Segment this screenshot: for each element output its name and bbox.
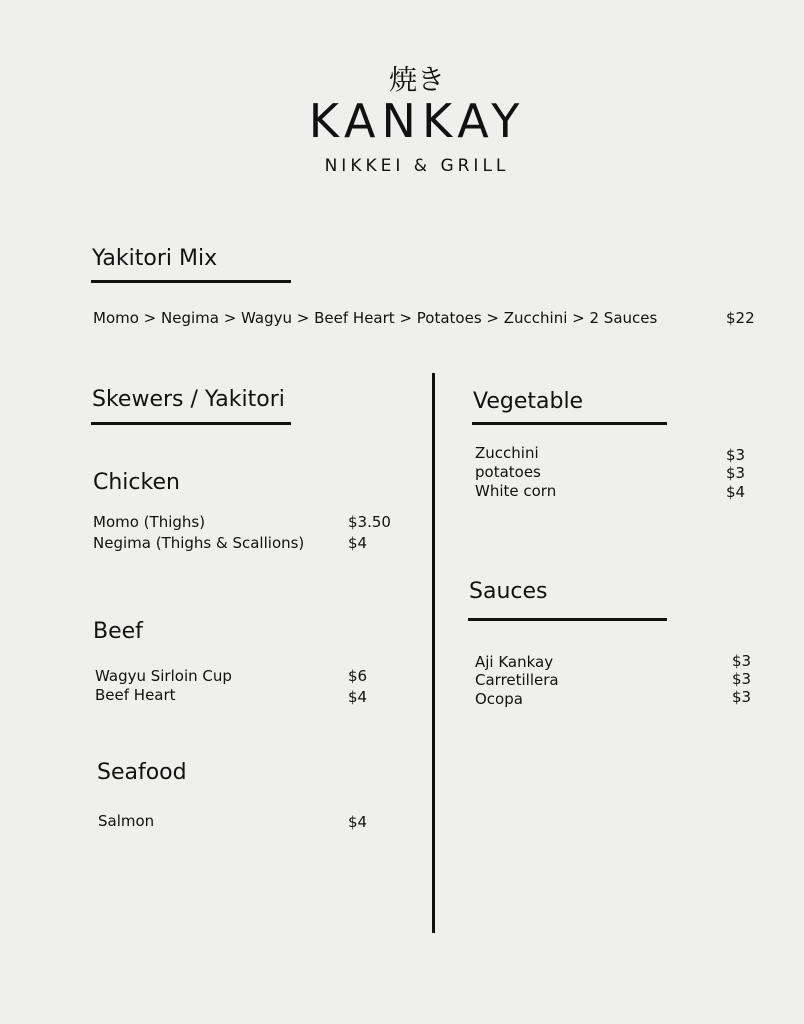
yakitori-mix-price: $22 [726,309,755,327]
menu-item-name: Negima (Thighs & Scallions) [93,534,305,552]
menu-item-price: $3 [726,464,746,482]
skewers-rule [91,422,291,425]
menu-item-name: Wagyu Sirloin Cup [95,667,232,685]
vegetable-heading: Vegetable [473,389,584,414]
menu-item-price: $3 [732,670,752,688]
menu-item-price: $3 [726,446,746,464]
yakitori-mix-description: Momo > Negima > Wagyu > Beef Heart > Potatoes > Zucchini > 2 Sauces [93,309,658,327]
menu-item-name: potatoes [475,463,541,481]
menu-item-price: $4 [348,813,368,831]
menu-item-price: $4 [726,483,746,501]
menu-item-name: Salmon [98,812,155,830]
column-divider [432,373,435,933]
brand-name: KANKAY [308,94,526,148]
menu-item-price: $3 [732,652,752,670]
brand-tagline: NIKKEI & GRILL [324,156,510,176]
sauces-rule [468,618,667,621]
menu-item-price: $4 [348,534,368,552]
menu-item-name: White corn [475,482,557,500]
menu-item-price: $4 [348,688,368,706]
seafood-heading: Seafood [97,760,187,785]
menu-item-name: Zucchini [475,444,539,462]
yakitori-mix-rule [91,280,291,283]
yakitori-mix-heading: Yakitori Mix [92,246,218,271]
vegetable-rule [472,422,667,425]
menu-item-name: Carretillera [475,671,559,689]
kanji-title: 焼き [388,63,445,96]
menu-item-price: $3 [732,688,752,706]
menu-item-price: $6 [348,667,368,685]
beef-heading: Beef [93,619,143,644]
menu-item-name: Momo (Thighs) [93,513,206,531]
sauces-heading: Sauces [469,579,548,604]
skewers-heading: Skewers / Yakitori [92,387,285,412]
menu-item-price: $3.50 [348,513,391,531]
chicken-heading: Chicken [93,470,180,495]
menu-item-name: Aji Kankay [475,653,554,671]
menu-item-name: Ocopa [475,690,523,708]
menu-item-name: Beef Heart [95,686,176,704]
